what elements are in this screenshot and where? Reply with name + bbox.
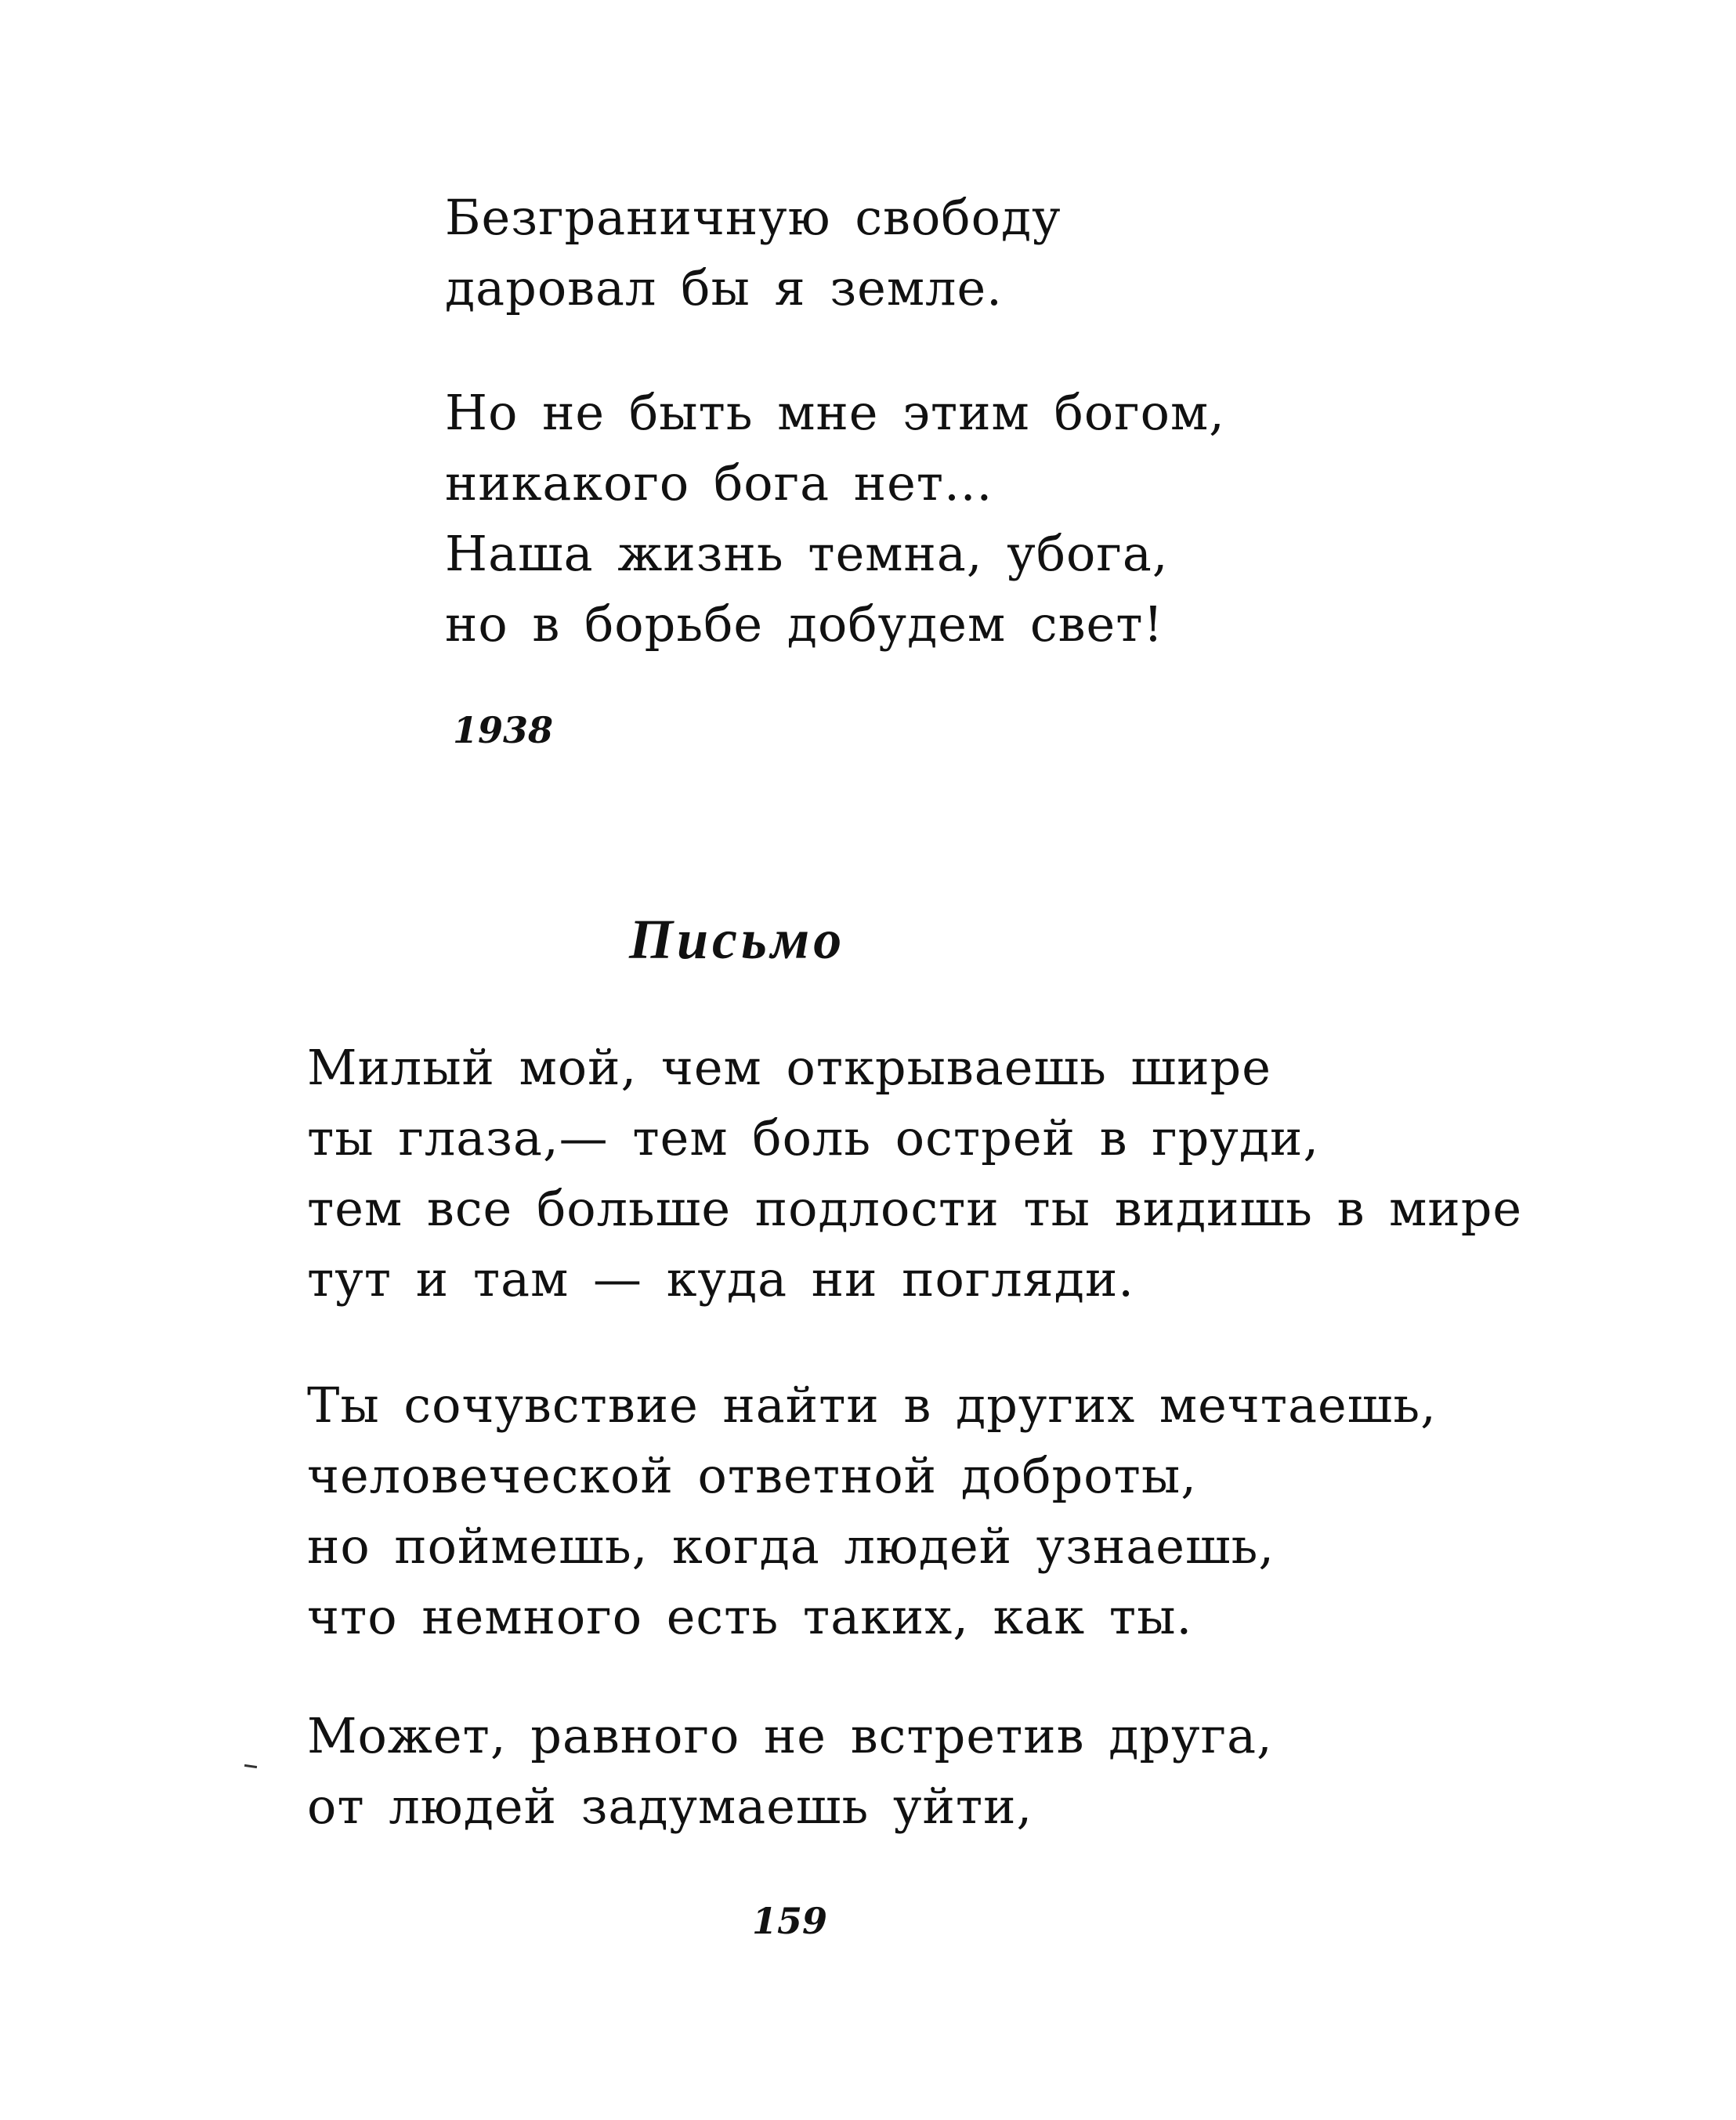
verse-line: человеческой ответной доброты, (307, 1447, 1197, 1504)
verse-line: но поймешь, когда людей узнаешь, (307, 1518, 1275, 1575)
verse-line: что немного есть таких, как ты. (307, 1588, 1193, 1645)
verse-line: тут и там — куда ни погляди. (307, 1250, 1134, 1308)
verse-line: но в борьбе добудем свет! (445, 595, 1164, 653)
poem-stanza-2 (307, 1370, 1437, 1652)
margin-mark (244, 1764, 257, 1768)
poem-year: 1938 (453, 709, 554, 751)
verse-line: никакого бога нет... (445, 454, 993, 512)
verse-line: Милый мой, чем открываешь шире (307, 1039, 1271, 1096)
page-number: 159 (752, 1900, 828, 1942)
verse-line: ты глаза,— тем боль острей в груди, (307, 1109, 1320, 1167)
prev-poem-stanza-1 (445, 183, 1061, 324)
verse-line: тем все больше подлости ты видишь в мире (307, 1180, 1523, 1237)
verse-line: Ты сочувствие найти в других мечтаешь, (307, 1377, 1437, 1434)
verse-line: Безграничную свободу (445, 189, 1061, 246)
poem-stanza-3 (307, 1701, 1273, 1842)
verse-line: Но не быть мне этим богом, (445, 384, 1225, 441)
verse-line: от людей задумаешь уйти, (307, 1778, 1033, 1835)
prev-poem-stanza-2 (445, 378, 1225, 660)
poem-stanza-1 (307, 1033, 1522, 1315)
verse-line: Наша жизнь темна, убога, (445, 525, 1169, 582)
poem-title: Письмо (629, 908, 846, 971)
verse-line: Может, равного не встретив друга, (307, 1707, 1273, 1764)
verse-line: даровал бы я земле. (445, 259, 1003, 317)
